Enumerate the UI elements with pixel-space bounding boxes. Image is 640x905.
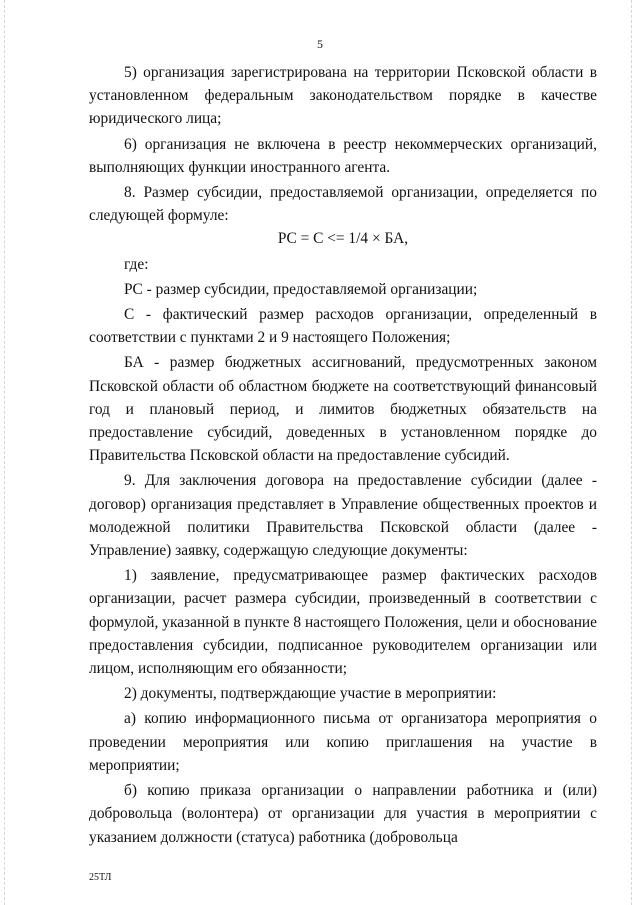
- definition-c: С - фактический размер расходов организации, определенный в соответствии с пунктами 2 и 9 настоящего Положения;: [89, 306, 597, 347]
- paragraph-item-6: 6) организация не включена в реестр некоммерческих организаций, выполняющих функции иностранного агента.: [89, 135, 597, 176]
- formula-where-label: где:: [124, 255, 149, 273]
- paragraph-subitem-a: а) копию информационного письма от организатора мероприятия о проведении мероприятия или копию приглашения на участие в мероприятии;: [89, 710, 597, 774]
- paragraph-clause-9: 9. Для заключения договора на предоставление субсидии (далее - договор) организация представляет в Управление общественных проектов и молодежной политики Правительства Псковской области (далее - Управление) заявку, содержащую следующие документы:: [89, 472, 597, 560]
- definition-ba: БА - размер бюджетных ассигнований, предусмотренных законом Псковской области об областном бюджете на соответствующий финансовый год и плановый период, и лимитов бюджетных обязательств на предоставление субсидий, доведенных в установленном порядке до Правительства Псковской области на предоставление субсидий.: [89, 354, 597, 465]
- paragraph-item-2: 2) документы, подтверждающие участие в мероприятии:: [124, 685, 497, 703]
- right-scan-edge: [631, 0, 632, 905]
- footer-code: 25ТЛ: [89, 872, 112, 883]
- definition-pc: PC - размер субсидии, предоставляемой организации;: [124, 280, 478, 298]
- paragraph-clause-8: 8. Размер субсидии, предоставляемой организации, определяется по следующей формуле:: [89, 184, 597, 225]
- left-scan-edge: [4, 0, 5, 905]
- page-number: 5: [317, 37, 323, 51]
- document-body: [89, 61, 597, 849]
- subsidy-formula: PC = C <= 1/4 × БА,: [277, 230, 409, 248]
- paragraph-item-1: 1) заявление, предусматривающее размер фактических расходов организации, расчет размера субсидии, произведенный в соответствии с формулой, указанной в пункте 8 настоящего Положения, цели и обоснование предоставления субсидии, подписанное руководителем организации или лицом, исполняющим его обязанности;: [89, 567, 597, 678]
- paragraph-subitem-b: б) копию приказа организации о направлении работника и (или) добровольца (волонтера) от организации для участия в мероприятии с указанием должности (статуса) работника (добровольца: [89, 782, 597, 846]
- paragraph-item-5: 5) организация зарегистрирована на территории Псковской области в установленном федеральным законодательством порядке в качестве юридического лица;: [89, 64, 597, 128]
